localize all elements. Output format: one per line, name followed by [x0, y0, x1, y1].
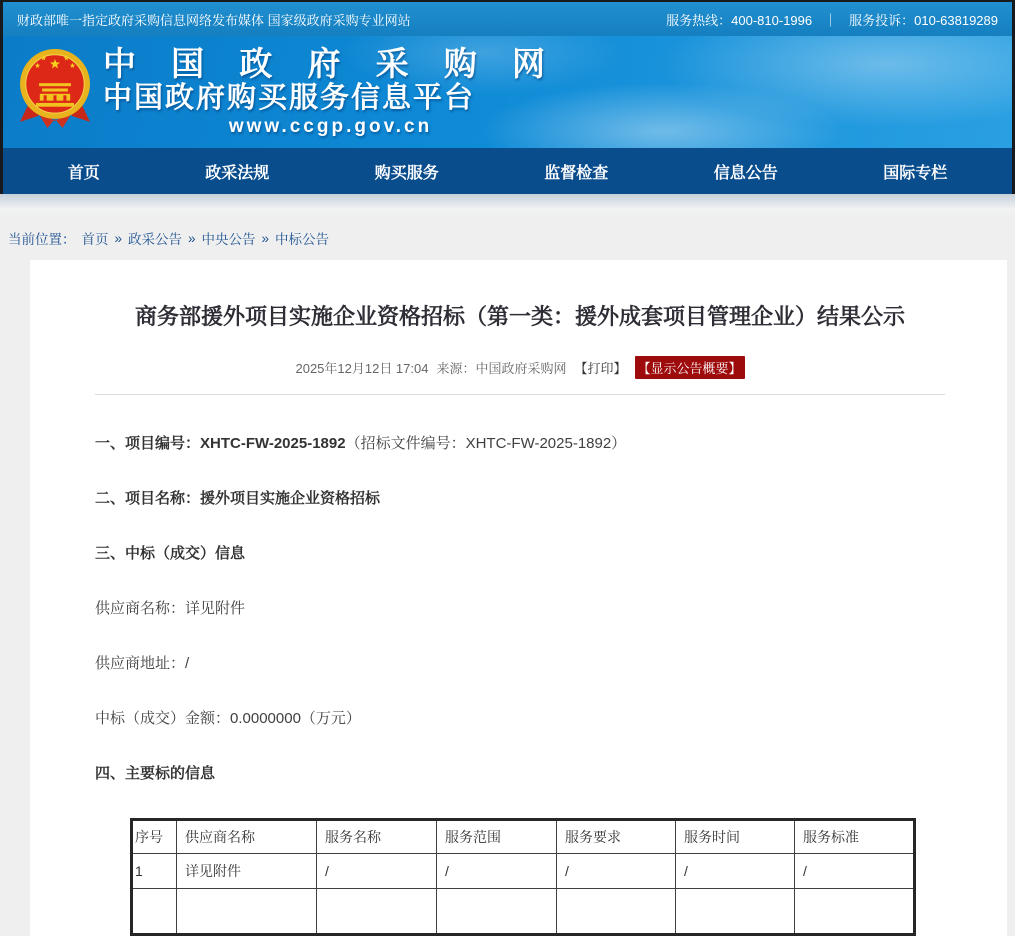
- col-header-service-scope: 服务范围: [437, 820, 557, 854]
- table-row-empty: [132, 889, 915, 935]
- national-emblem-icon: [17, 47, 93, 138]
- table-row: [132, 854, 915, 889]
- table-header-row: [132, 820, 915, 854]
- cell-supplier: 详见附件: [177, 854, 317, 889]
- topbar-separator: ｜: [824, 12, 838, 28]
- paragraph-award-amount: 中标（成交）金额：0.0000000（万元）: [95, 710, 361, 727]
- paragraph-supplier-address: 供应商地址：/: [95, 655, 190, 672]
- service-hotline: 服务热线：400-810-1996: [666, 12, 813, 28]
- breadcrumb-award[interactable]: 中标公告: [275, 232, 330, 247]
- nav-item-international[interactable]: 国际专栏: [883, 164, 948, 182]
- page-title: 商务部援外项目实施企业资格招标（第一类：援外成套项目管理企业）结果公示: [134, 304, 905, 329]
- cell-service-scope: [437, 889, 557, 935]
- col-header-service-standard: 服务标准: [795, 820, 915, 854]
- main-subject-table: [130, 818, 916, 936]
- cell-service-scope: /: [437, 854, 557, 889]
- site-banner: [3, 36, 1012, 148]
- col-header-seq: 序号: [132, 820, 177, 854]
- publish-date: 2025年12月12日 17:04: [295, 361, 429, 376]
- cell-seq: 1: [132, 854, 177, 889]
- nav-item-regulations[interactable]: 政采法规: [205, 164, 270, 182]
- cell-service-requirement: [557, 889, 676, 935]
- main-nav: [3, 148, 1012, 194]
- paragraph-main-subject-heading: 四、主要标的信息: [95, 765, 216, 782]
- cell-service-standard: /: [795, 854, 915, 889]
- col-header-supplier: 供应商名称: [177, 820, 317, 854]
- site-url: www.ccgp.gov.cn: [228, 115, 433, 137]
- paragraph-project-number: 一、项目编号：XHTC-FW-2025-1892（招标文件编号：XHTC-FW-2025-1892）: [95, 435, 627, 452]
- cell-service-name: /: [317, 854, 437, 889]
- site-header: [0, 0, 1015, 194]
- breadcrumb: [0, 216, 1015, 260]
- site-title: 中 国 政 府 采 购 网: [103, 44, 559, 82]
- show-summary-button[interactable]: 【显示公告概要】: [635, 356, 745, 379]
- article-source: 来源：中国政府采购网: [436, 361, 567, 376]
- breadcrumb-central[interactable]: 中央公告: [201, 232, 256, 247]
- article-meta: [95, 356, 945, 379]
- print-button[interactable]: 【打印】: [574, 361, 627, 376]
- cell-service-time: [676, 889, 795, 935]
- cell-service-name: [317, 889, 437, 935]
- cell-service-standard: [795, 889, 915, 935]
- paragraph-award-info-heading: 三、中标（成交）信息: [95, 545, 246, 562]
- breadcrumb-home[interactable]: 首页: [81, 232, 109, 247]
- paragraph-supplier-name: 供应商名称：详见附件: [95, 600, 246, 617]
- col-header-service-time: 服务时间: [676, 820, 795, 854]
- cell-supplier: [177, 889, 317, 935]
- nav-shadow: [0, 194, 1015, 216]
- col-header-service-requirement: 服务要求: [557, 820, 676, 854]
- breadcrumb-separator: »: [114, 230, 123, 246]
- cell-service-requirement: /: [557, 854, 676, 889]
- nav-item-home[interactable]: 首页: [67, 164, 100, 182]
- cell-seq: [132, 889, 177, 935]
- service-complaint: 服务投诉：010-63819289: [849, 12, 998, 28]
- breadcrumb-separator: »: [188, 230, 196, 246]
- site-brand: [103, 46, 558, 139]
- content-panel: [30, 260, 1007, 936]
- meta-divider: [95, 394, 945, 395]
- col-header-service-name: 服务名称: [317, 820, 437, 854]
- site-subtitle: 中国政府购买服务信息平台: [103, 81, 476, 114]
- site-slogan: 财政部唯一指定政府采购信息网络发布媒体 国家级政府采购专业网站: [17, 12, 411, 28]
- breadcrumb-zhengcai[interactable]: 政采公告: [128, 232, 183, 247]
- nav-item-announcements[interactable]: 信息公告: [713, 164, 778, 182]
- paragraph-project-name: 二、项目名称：援外项目实施企业资格招标: [95, 490, 381, 507]
- breadcrumb-label: 当前位置：: [8, 232, 76, 247]
- breadcrumb-separator: »: [261, 230, 270, 246]
- article-body: [95, 433, 945, 784]
- top-utility-bar: [3, 2, 1012, 36]
- cell-service-time: /: [676, 854, 795, 889]
- nav-item-purchase-services[interactable]: 购买服务: [374, 164, 439, 182]
- nav-item-supervision[interactable]: 监督检查: [544, 164, 609, 182]
